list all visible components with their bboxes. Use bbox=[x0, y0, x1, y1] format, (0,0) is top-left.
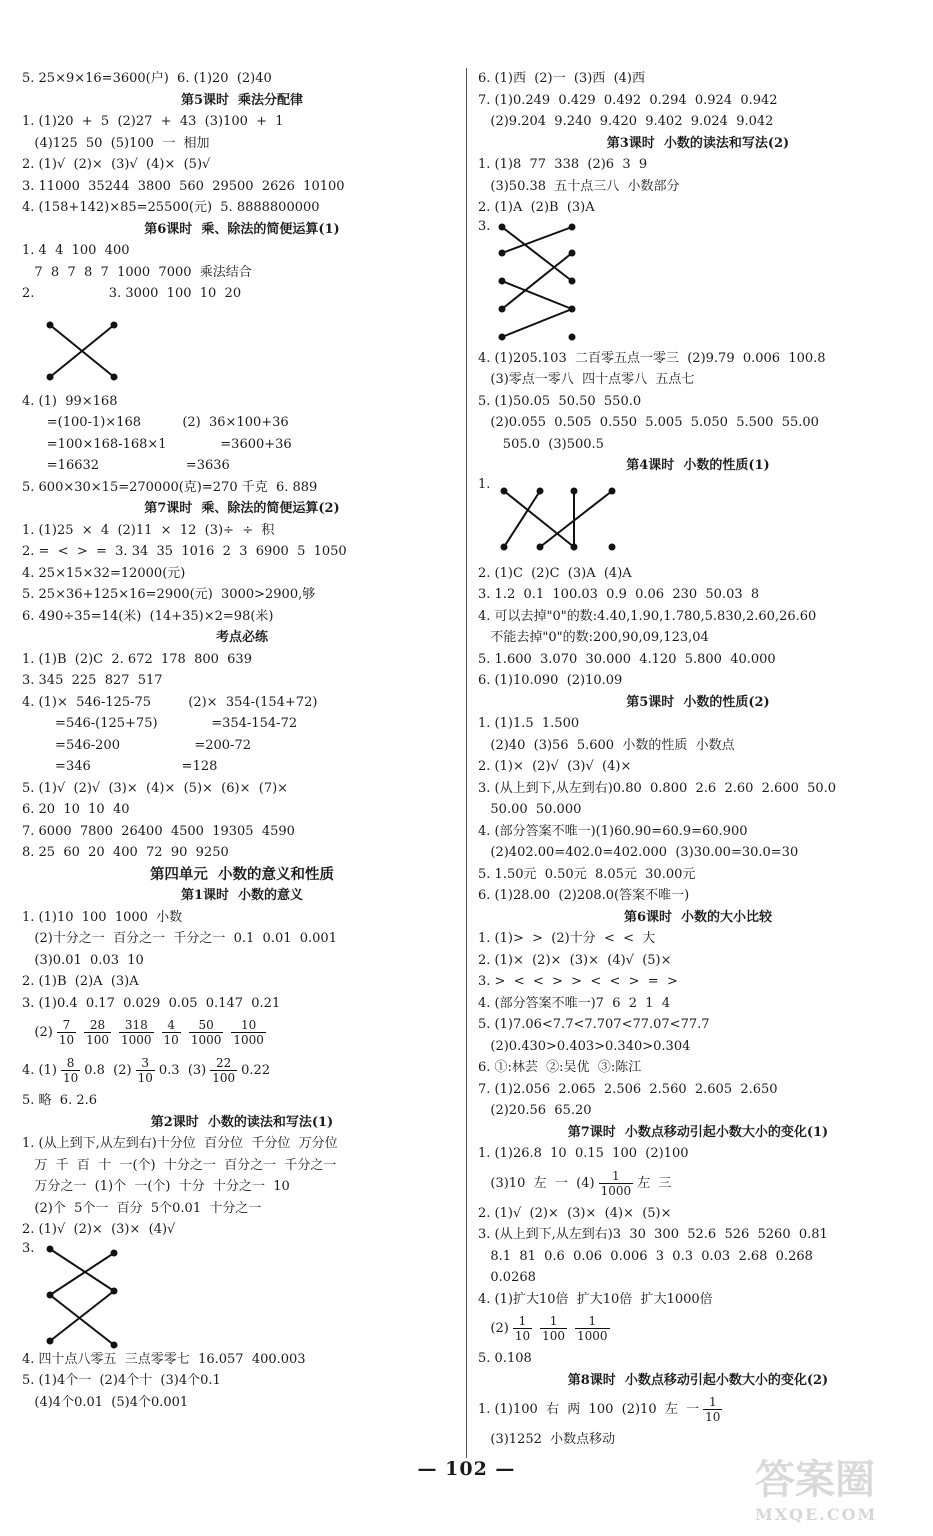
answer-line: =546-200 =200-72 bbox=[22, 737, 251, 753]
fraction-prefix: 1. (1)100 右 两 100 (2)10 左 一 bbox=[478, 1402, 700, 1417]
fraction-numerator: 3 bbox=[136, 1056, 155, 1071]
match-dot bbox=[569, 249, 576, 256]
answer-line: 4. (部分答案不唯一)(1)60.90=60.9=60.900 bbox=[478, 823, 748, 839]
fraction-denominator: 10 bbox=[62, 1071, 79, 1085]
answer-line: 8.1 81 0.6 0.06 0.006 3 0.3 0.03 2.68 0.268 bbox=[478, 1248, 813, 1264]
fraction-numerator: 22 bbox=[210, 1056, 237, 1071]
fraction-numerator: 1 bbox=[575, 1314, 610, 1329]
match-dot bbox=[47, 373, 54, 380]
answer-line: 2. (1)√ (2)× (3)× (4)× (5)× bbox=[478, 1205, 672, 1221]
answer-line: 5. 1.50元 0.50元 8.05元 30.00元 bbox=[478, 866, 696, 882]
fraction-denominator: 100 bbox=[86, 1033, 109, 1047]
answer-line: 2. (1)A (2)B (3)A bbox=[478, 200, 595, 215]
match-dot bbox=[571, 543, 578, 550]
matching-figure bbox=[478, 219, 918, 348]
match-dot bbox=[111, 373, 118, 380]
fraction-numerator: 50 bbox=[189, 1018, 224, 1033]
fraction-prefix: (2) bbox=[22, 1025, 53, 1040]
answer-line: 2. (1)√ (2)× (3)× (4)√ bbox=[22, 1222, 176, 1237]
fraction-line bbox=[478, 1391, 918, 1429]
answer-line: 3. > < < > > < < > = > bbox=[478, 974, 678, 989]
answer-line: 4. 可以去掉"0"的数:4.40,1.90,1.780,5.830,2.60,26.60 bbox=[478, 608, 817, 624]
fraction-text: 左 三 bbox=[637, 1175, 672, 1191]
fraction-numerator: 1 bbox=[703, 1395, 722, 1410]
answer-line: 505.0 (3)500.5 bbox=[478, 436, 604, 452]
answer-line: =(100-1)×168 (2) 36×100+36 bbox=[22, 415, 289, 430]
match-dot bbox=[47, 1337, 54, 1344]
fraction-numerator: 1 bbox=[513, 1314, 532, 1329]
answer-line: 7. (1)2.056 2.065 2.506 2.560 2.605 2.650 bbox=[478, 1081, 778, 1097]
lesson-heading: 第5课时 小数的性质(2) bbox=[626, 694, 770, 710]
answer-line: 4. (1) 99×168 bbox=[22, 393, 118, 409]
figure-question-number: 3. bbox=[22, 1240, 35, 1256]
match-dot bbox=[569, 305, 576, 312]
answer-line: 不能去掉"0"的数:200,90,09,123,04 bbox=[478, 630, 709, 645]
fraction bbox=[210, 1056, 237, 1085]
match-dot bbox=[571, 487, 578, 494]
fraction-text: 0.8 (2) bbox=[84, 1063, 132, 1078]
lesson-heading: 考点必练 bbox=[215, 630, 268, 645]
match-line bbox=[50, 1253, 114, 1295]
answer-line: 5. 0.108 bbox=[478, 1351, 532, 1366]
match-dot bbox=[537, 543, 544, 550]
answer-line: 1. (1)B (2)C 2. 672 178 800 639 bbox=[22, 651, 252, 667]
matching-lines-drawing bbox=[22, 1241, 222, 1349]
answer-line: 5. (1)7.06<7.7<7.707<77.07<77.7 bbox=[478, 1017, 710, 1032]
match-dot bbox=[569, 223, 576, 230]
answer-line: 0.0268 bbox=[478, 1270, 536, 1285]
matching-lines-drawing bbox=[22, 305, 222, 391]
matching-figure bbox=[22, 305, 462, 391]
answer-line: (2)0.430>0.403>0.340>0.304 bbox=[478, 1038, 691, 1054]
answer-line: 2. 3. 3000 100 10 20 bbox=[22, 286, 242, 301]
column-divider bbox=[466, 68, 467, 1458]
answer-line: 万 千 百 十 一(个) 十分之一 百分之一 千分之一 bbox=[22, 1157, 337, 1173]
answer-line: 1. (1)10 100 1000 小数 bbox=[22, 909, 183, 925]
fraction-denominator: 10 bbox=[705, 1410, 721, 1424]
fraction-denominator: 10 bbox=[163, 1033, 179, 1047]
answer-line: 1. (1)> > (2)十分 < < 大 bbox=[478, 931, 656, 946]
answer-line: 6. ①:林芸 ②:吴优 ③:陈江 bbox=[478, 1060, 642, 1075]
answer-line: 3. (1)0.4 0.17 0.029 0.05 0.147 0.21 bbox=[22, 995, 281, 1011]
lesson-heading: 第1课时 小数的意义 bbox=[180, 888, 304, 903]
fraction-text: 0.22 bbox=[241, 1063, 271, 1078]
match-dot bbox=[499, 223, 506, 230]
match-dot bbox=[501, 487, 508, 494]
watermark-text: 答案圈 bbox=[755, 1456, 875, 1503]
answer-line: 4. (1)205.103 二百零五点一零三 (2)9.79 0.006 100.8 bbox=[478, 350, 826, 366]
lesson-heading: 第4课时 小数的性质(1) bbox=[626, 458, 770, 473]
fraction-denominator: 1000 bbox=[190, 1033, 222, 1047]
answer-line: (2)40 (3)56 5.600 小数的性质 小数点 bbox=[478, 737, 735, 753]
answer-line: 5. (1)4个一 (2)4个十 (3)4个0.1 bbox=[22, 1373, 221, 1388]
answer-line: 4. 25×15×32=12000(元) bbox=[22, 565, 186, 581]
lesson-heading: 第7课时 乘、除法的简便运算(2) bbox=[144, 501, 340, 516]
fraction-line bbox=[22, 1014, 462, 1052]
answer-line: 4. (1)× 546-125-75 (2)× 354-(154+72) bbox=[22, 694, 318, 710]
fraction-prefix: (2) bbox=[478, 1321, 509, 1336]
answer-line: (3)零点一零八 四十点零八 五点七 bbox=[478, 372, 695, 387]
fraction bbox=[703, 1395, 722, 1424]
fraction bbox=[61, 1056, 80, 1085]
matching-figure bbox=[478, 477, 918, 563]
answer-line: (2)个 5个一 百分 5个0.01 十分之一 bbox=[22, 1200, 262, 1216]
fraction-denominator: 1000 bbox=[577, 1329, 608, 1343]
answer-line: 4. 四十点八零五 三点零零七 16.057 400.003 bbox=[22, 1351, 306, 1367]
right-column bbox=[478, 68, 918, 1451]
answer-line: 1. (从上到下,从左到右)十分位 百分位 千分位 万分位 bbox=[22, 1136, 338, 1151]
fraction-denominator: 1000 bbox=[233, 1033, 264, 1047]
matching-figure bbox=[22, 1241, 462, 1349]
answer-line: 3. 345 225 827 517 bbox=[22, 673, 163, 688]
match-line bbox=[50, 1291, 114, 1341]
answer-line: (2)0.055 0.505 0.550 5.005 5.050 5.500 55.00 bbox=[478, 415, 819, 430]
match-line bbox=[502, 253, 572, 309]
lesson-heading: 第6课时 乘、除法的简便运算(1) bbox=[144, 221, 340, 237]
answer-line: =346 =128 bbox=[22, 759, 218, 774]
answer-line: 6. 490÷35=14(米) (14+35)×2=98(米) bbox=[22, 608, 274, 624]
fraction-prefix: (3)10 左 一 (4) bbox=[478, 1175, 595, 1191]
answer-line: 1. 4 4 100 400 bbox=[22, 243, 130, 258]
fraction bbox=[231, 1018, 266, 1047]
match-dot bbox=[569, 333, 576, 340]
match-dot bbox=[47, 321, 54, 328]
fraction bbox=[119, 1018, 154, 1047]
fraction-numerator: 7 bbox=[57, 1018, 76, 1033]
unit-heading: 第四单元 小数的意义和性质 bbox=[149, 865, 335, 883]
lesson-heading: 第8课时 小数点移动引起小数大小的变化(2) bbox=[567, 1372, 829, 1388]
answer-line: =16632 =3636 bbox=[22, 458, 230, 473]
answer-line: 1. (1)25 × 4 (2)11 × 12 (3)÷ ÷ 积 bbox=[22, 522, 275, 538]
answer-line: 5. 25×36+125×16=2900(元) 3000>2900,够 bbox=[22, 587, 316, 602]
fraction-denominator: 10 bbox=[514, 1329, 531, 1343]
matching-lines-drawing bbox=[478, 477, 678, 563]
match-dot bbox=[47, 1291, 54, 1298]
fraction-line bbox=[478, 1165, 918, 1203]
answer-line: 2. (1)× (2)× (3)× (4)√ (5)× bbox=[478, 952, 672, 968]
fraction-line bbox=[22, 1052, 462, 1090]
answer-line: (3)50.38 五十点三八 小数部分 bbox=[478, 178, 680, 194]
matching-lines-drawing bbox=[478, 219, 678, 348]
answer-line: (4)4个0.01 (5)4个0.001 bbox=[22, 1394, 189, 1410]
fraction-denominator: 1000 bbox=[121, 1033, 152, 1047]
answer-line: 6. (1)28.00 (2)208.0(答案不唯一) bbox=[478, 888, 690, 903]
lesson-heading: 第7课时 小数点移动引起小数大小的变化(1) bbox=[567, 1124, 829, 1140]
match-dot bbox=[111, 321, 118, 328]
answer-line: 5. 25×9×16=3600(户) 6. (1)20 (2)40 bbox=[22, 71, 272, 86]
answer-line: 6. 20 10 10 40 bbox=[22, 802, 130, 817]
answer-line: (2)十分之一 百分之一 千分之一 0.1 0.01 0.001 bbox=[22, 931, 337, 946]
fraction bbox=[57, 1018, 76, 1047]
fraction-prefix: 4. (1) bbox=[22, 1063, 57, 1078]
fraction-numerator: 318 bbox=[119, 1018, 154, 1033]
answer-line: (2)9.204 9.240 9.420 9.402 9.024 9.042 bbox=[478, 114, 774, 129]
fraction-numerator: 8 bbox=[61, 1056, 80, 1071]
fraction-numerator: 28 bbox=[84, 1018, 111, 1033]
fraction-denominator: 10 bbox=[58, 1033, 75, 1047]
match-dot bbox=[111, 1249, 118, 1256]
answer-line: 5. 1.600 3.070 30.000 4.120 5.800 40.000 bbox=[478, 651, 776, 667]
answer-line: (4)125 50 (5)100 一 相加 bbox=[22, 135, 210, 151]
match-dot bbox=[501, 543, 508, 550]
answer-line: 7. (1)0.249 0.429 0.492 0.294 0.924 0.942 bbox=[478, 92, 778, 108]
answer-line: 50.00 50.000 bbox=[478, 802, 582, 817]
match-dot bbox=[499, 333, 506, 340]
page-number: — 102 — bbox=[417, 1458, 516, 1480]
match-line bbox=[540, 491, 612, 547]
match-line bbox=[502, 227, 572, 281]
answer-line: 4. (1)扩大10倍 扩大10倍 扩大1000倍 bbox=[478, 1291, 713, 1307]
fraction-numerator: 4 bbox=[162, 1018, 181, 1033]
fraction bbox=[136, 1056, 155, 1085]
fraction-line bbox=[478, 1310, 918, 1348]
match-line bbox=[504, 491, 540, 547]
fraction-numerator: 10 bbox=[231, 1018, 266, 1033]
fraction bbox=[513, 1314, 532, 1343]
answer-line: 3. (从上到下,从左到右)0.80 0.800 2.6 2.60 2.600 50.0 bbox=[478, 780, 837, 796]
answer-line: 1. (1)8 77 338 (2)6 3 9 bbox=[478, 157, 648, 172]
answer-line: 5. (1)50.05 50.50 550.0 bbox=[478, 393, 642, 409]
answer-line: 6. (1)10.090 (2)10.09 bbox=[478, 673, 623, 688]
answer-line: 6. (1)西 (2)一 (3)西 (4)西 bbox=[478, 71, 645, 86]
answer-line: 1. (1)1.5 1.500 bbox=[478, 716, 580, 731]
figure-question-number: 3. bbox=[478, 218, 491, 234]
answer-line: 7 8 7 8 7 1000 7000 乘法结合 bbox=[22, 264, 252, 280]
match-line bbox=[502, 281, 572, 309]
watermark-logo bbox=[755, 1448, 915, 1528]
fraction-numerator: 1 bbox=[540, 1314, 567, 1329]
watermark-url: MXQE.COM bbox=[755, 1505, 878, 1524]
match-line bbox=[502, 309, 572, 337]
fraction bbox=[189, 1018, 224, 1047]
answer-line: 3. 1.2 0.1 100.03 0.9 0.06 230 50.03 8 bbox=[478, 587, 760, 602]
answer-line: 4. (部分答案不唯一)7 6 2 1 4 bbox=[478, 995, 671, 1011]
figure-question-number: 1. bbox=[478, 476, 491, 492]
answer-line: 1. (1)26.8 10 0.15 100 (2)100 bbox=[478, 1146, 689, 1161]
fraction bbox=[540, 1314, 567, 1343]
lesson-heading: 第3课时 小数的读法和写法(2) bbox=[606, 135, 790, 151]
match-dot bbox=[537, 487, 544, 494]
answer-line: 2. (1)√ (2)× (3)√ (4)× (5)√ bbox=[22, 157, 211, 172]
fraction bbox=[575, 1314, 610, 1343]
answer-line: =100×168-168×1 =3600+36 bbox=[22, 436, 292, 452]
answer-line: =546-(125+75) =354-154-72 bbox=[22, 716, 298, 731]
fraction bbox=[162, 1018, 181, 1047]
fraction bbox=[84, 1018, 111, 1047]
match-line bbox=[50, 1249, 114, 1291]
answer-line: 7. 6000 7800 26400 4500 19305 4590 bbox=[22, 823, 295, 839]
fraction-denominator: 100 bbox=[542, 1329, 565, 1343]
answer-line: 5. 600×30×15=270000(克)=270 千克 6. 889 bbox=[22, 479, 318, 495]
lesson-heading: 第2课时 小数的读法和写法(1) bbox=[150, 1114, 334, 1130]
fraction-numerator: 1 bbox=[599, 1169, 634, 1184]
match-line bbox=[502, 227, 572, 253]
match-dot bbox=[111, 1341, 118, 1348]
answer-line: 1. (1)20 + 5 (2)27 + 43 (3)100 + 1 bbox=[22, 114, 284, 129]
answer-line: 3. (从上到下,从左到右)3 30 300 52.6 526 5260 0.81 bbox=[478, 1227, 828, 1242]
answer-line: 8. 25 60 20 400 72 90 9250 bbox=[22, 845, 229, 860]
answer-line: 5. (1)√ (2)√ (3)× (4)× (5)× (6)× (7)× bbox=[22, 780, 289, 796]
match-dot bbox=[111, 1287, 118, 1294]
fraction-text: 0.3 (3) bbox=[158, 1063, 207, 1078]
answer-line: 3. 11000 35244 3800 560 29500 2626 10100 bbox=[22, 178, 345, 194]
answer-line: 2. (1)B (2)A (3)A bbox=[22, 974, 139, 989]
match-dot bbox=[569, 277, 576, 284]
left-column bbox=[22, 68, 462, 1413]
fraction-denominator: 10 bbox=[137, 1071, 153, 1085]
answer-line: (3)0.01 0.03 10 bbox=[22, 952, 144, 968]
lesson-heading: 第6课时 小数的大小比较 bbox=[623, 909, 773, 925]
fraction bbox=[599, 1169, 634, 1198]
match-line bbox=[504, 491, 574, 547]
answer-line: 2. = < > = 3. 34 35 1016 2 3 6900 5 1050 bbox=[22, 544, 347, 559]
answer-line: 2. (1)× (2)√ (3)√ (4)× bbox=[478, 759, 632, 774]
match-dot bbox=[47, 1245, 54, 1252]
answer-line: (2)402.00=402.0=402.000 (3)30.00=30.0=30 bbox=[478, 845, 799, 860]
answer-line: 4. (158+142)×85=25500(元) 5. 8888800000 bbox=[22, 200, 320, 215]
lesson-heading: 第5课时 乘法分配律 bbox=[180, 92, 304, 108]
fraction-denominator: 1000 bbox=[600, 1183, 632, 1198]
answer-line: 5. 略 6. 2.6 bbox=[22, 1093, 98, 1108]
answer-line: 2. (1)C (2)C (3)A (4)A bbox=[478, 565, 632, 581]
answer-line: (3)1252 小数点移动 bbox=[478, 1432, 616, 1447]
match-dot bbox=[499, 305, 506, 312]
match-line bbox=[50, 1295, 114, 1345]
match-dot bbox=[609, 543, 616, 550]
answer-line: 万分之一 (1)个 一(个) 十分 十分之一 10 bbox=[22, 1179, 290, 1194]
fraction-denominator: 100 bbox=[212, 1071, 236, 1085]
match-dot bbox=[609, 487, 616, 494]
match-dot bbox=[499, 277, 506, 284]
answer-line: (2)20.56 65.20 bbox=[478, 1103, 592, 1118]
match-dot bbox=[499, 249, 506, 256]
